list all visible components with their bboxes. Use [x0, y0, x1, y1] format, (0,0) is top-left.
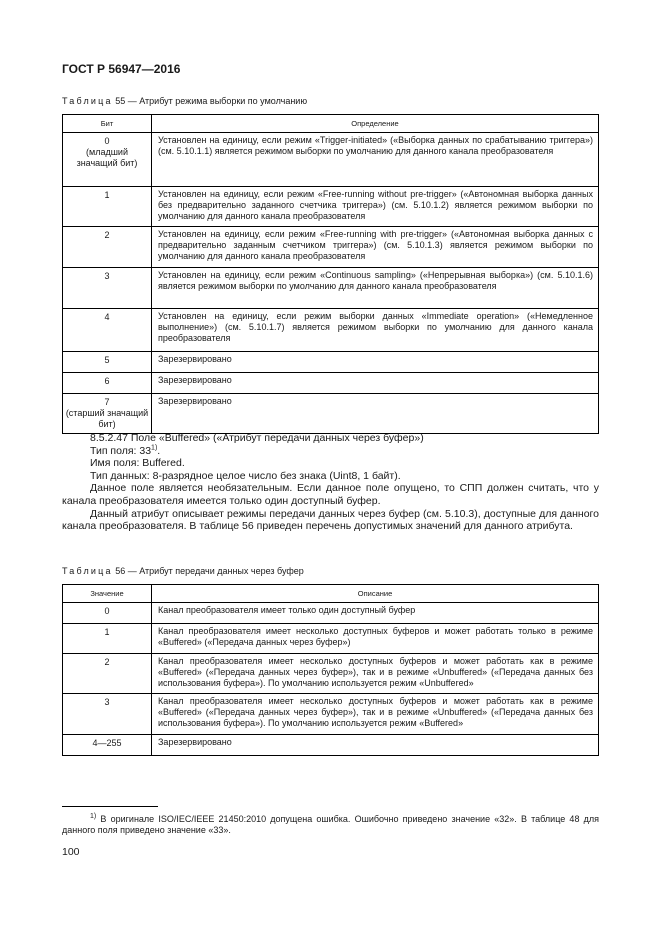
- table-56-caption: [62, 566, 304, 576]
- table-56-col-description: Описание: [152, 585, 599, 603]
- footnote: [62, 814, 599, 836]
- table-row: [63, 603, 599, 624]
- table-56-value: 0: [63, 603, 152, 624]
- table-55-definition: Зарезервировано: [152, 373, 599, 394]
- document-header: ГОСТ Р 56947—2016: [62, 62, 181, 76]
- table-55-col-definition: Определение: [152, 115, 599, 133]
- paragraph-optional: Данное поле является необязательным. Если данное поле опущено, то СПП должен считать, что у канала преобразователя имеется только один доступный буфер.: [62, 482, 599, 507]
- paragraph-description: Данный атрибут описывает режимы передачи данных через буфер (см. 5.10.3), доступные для данного канала преобразователя. В таблице 56 приведен перечень допустимых значений для данного атрибута.: [62, 507, 599, 533]
- table-56-caption-prefix: Таблица: [62, 566, 113, 576]
- table-56-caption-text: 56 — Атрибут передачи данных через буфер: [115, 566, 304, 576]
- table-row: [63, 394, 599, 434]
- field-type-text: Тип поля: 33: [90, 444, 152, 457]
- table-row: [63, 268, 599, 309]
- table-56-value: 1: [63, 624, 152, 654]
- table-row: [63, 694, 599, 735]
- section-body: [62, 432, 599, 533]
- footnote-text: В оригинале ISO/IEC/IEEE 21450:2010 допущена ошибка. Ошибочно приведено значение «32». В таблице 48 для данного поля приведено значение «33».: [62, 814, 599, 835]
- table-row: [63, 352, 599, 373]
- section-heading: 8.5.2.47 Поле «Buffered» («Атрибут передачи данных через буфер»): [90, 432, 424, 444]
- footnote-mark: 1): [90, 813, 97, 820]
- table-55-bit: 4: [63, 309, 152, 352]
- table-55-caption-text: 55 — Атрибут режима выборки по умолчанию: [115, 96, 308, 106]
- table-55-definition: Установлен на единицу, если режим «Trigger-initiated» («Выборка данных по срабатыванию триггера») (см. 5.10.1.1) является режимом выборки по умолчанию для данного канала преобразователя: [152, 133, 599, 187]
- table-row: [63, 654, 599, 694]
- table-row: [63, 187, 599, 227]
- table-56-value: 4—255: [63, 735, 152, 756]
- table-55-caption-prefix: Таблица: [62, 96, 113, 106]
- table-55-definition: Зарезервировано: [152, 352, 599, 373]
- table-55: [62, 114, 599, 434]
- table-56-value: 3: [63, 694, 152, 735]
- table-55-bit: 7 (старший значащий бит): [63, 394, 152, 434]
- table-55-bit: 5: [63, 352, 152, 373]
- table-row: [63, 735, 599, 756]
- data-type-line: Тип данных: 8-разрядное целое число без знака (Uint8, 1 байт).: [90, 469, 401, 482]
- table-row: [63, 309, 599, 352]
- table-55-bit: 3: [63, 268, 152, 309]
- field-name-line: Имя поля: Buffered.: [90, 457, 185, 470]
- table-55-definition: Установлен на единицу, если режим «Continuous sampling» («Непрерывная выборка») (см. 5.10.1.6) является режимом выборки по умолчанию для данного канала преобразователя: [152, 268, 599, 309]
- table-56-description: Канал преобразователя имеет несколько доступных буферов и может работать как в режиме «Buffered» («Передача данных через буфер»), так и в режиме «Unbuffered» («Передача данных без использования буфера»). По умолчанию используется режим «Unbuffered»: [152, 654, 599, 694]
- table-56-description: Зарезервировано: [152, 735, 599, 756]
- footnote-separator: [62, 806, 158, 807]
- table-55-bit: 2: [63, 227, 152, 268]
- page-number: 100: [62, 846, 80, 858]
- table-56: [62, 584, 599, 756]
- table-55-definition: Зарезервировано: [152, 394, 599, 434]
- table-55-caption: [62, 96, 307, 106]
- table-55-bit: 1: [63, 187, 152, 227]
- footnote-ref: 1): [151, 444, 158, 452]
- field-type-line: [62, 445, 599, 458]
- table-55-bit: 6: [63, 373, 152, 394]
- table-55-definition: Установлен на единицу, если режим «Free-running without pre-trigger» («Автономная выборка данных без предварительно заданного счетчика триггера») (см. 5.10.1.2) является режимом выборки по умолчанию для данного канала преобразователя: [152, 187, 599, 227]
- table-row: [63, 373, 599, 394]
- table-56-value: 2: [63, 654, 152, 694]
- table-row: [63, 227, 599, 268]
- table-56-description: Канал преобразователя имеет несколько доступных буферов и может работать как в режиме «Buffered» («Передача данных через буфер»), так и в режиме «Unbuffered» («Передача данных без использования буфера»). По умолчанию используется режим «Buffered»: [152, 694, 599, 735]
- table-55-bit: 0 (младший значащий бит): [63, 133, 152, 187]
- table-55-definition: Установлен на единицу, если режим «Free-running with pre-trigger» («Автономная выборка данных с предварительно заданным счетчиком триггера») (см. 5.10.1.3) является режимом выборки по умолчанию для данного канала преобразователя: [152, 227, 599, 268]
- table-55-definition: Установлен на единицу, если режим выборки данных «Immediate operation» («Немедленное выполнение») (см. 5.10.1.7) является режимом выборки по умолчанию для данного канала преобразователя: [152, 309, 599, 352]
- table-56-description: Канал преобразователя имеет несколько доступных буферов и может работать только в режиме «Buffered» («Передача данных через буфер»): [152, 624, 599, 654]
- table-56-description: Канал преобразователя имеет только один доступный буфер: [152, 603, 599, 624]
- table-56-col-value: Значение: [63, 585, 152, 603]
- field-type-end: .: [157, 444, 161, 457]
- table-row: [63, 624, 599, 654]
- table-55-col-bit: Бит: [63, 115, 152, 133]
- table-row: [63, 133, 599, 187]
